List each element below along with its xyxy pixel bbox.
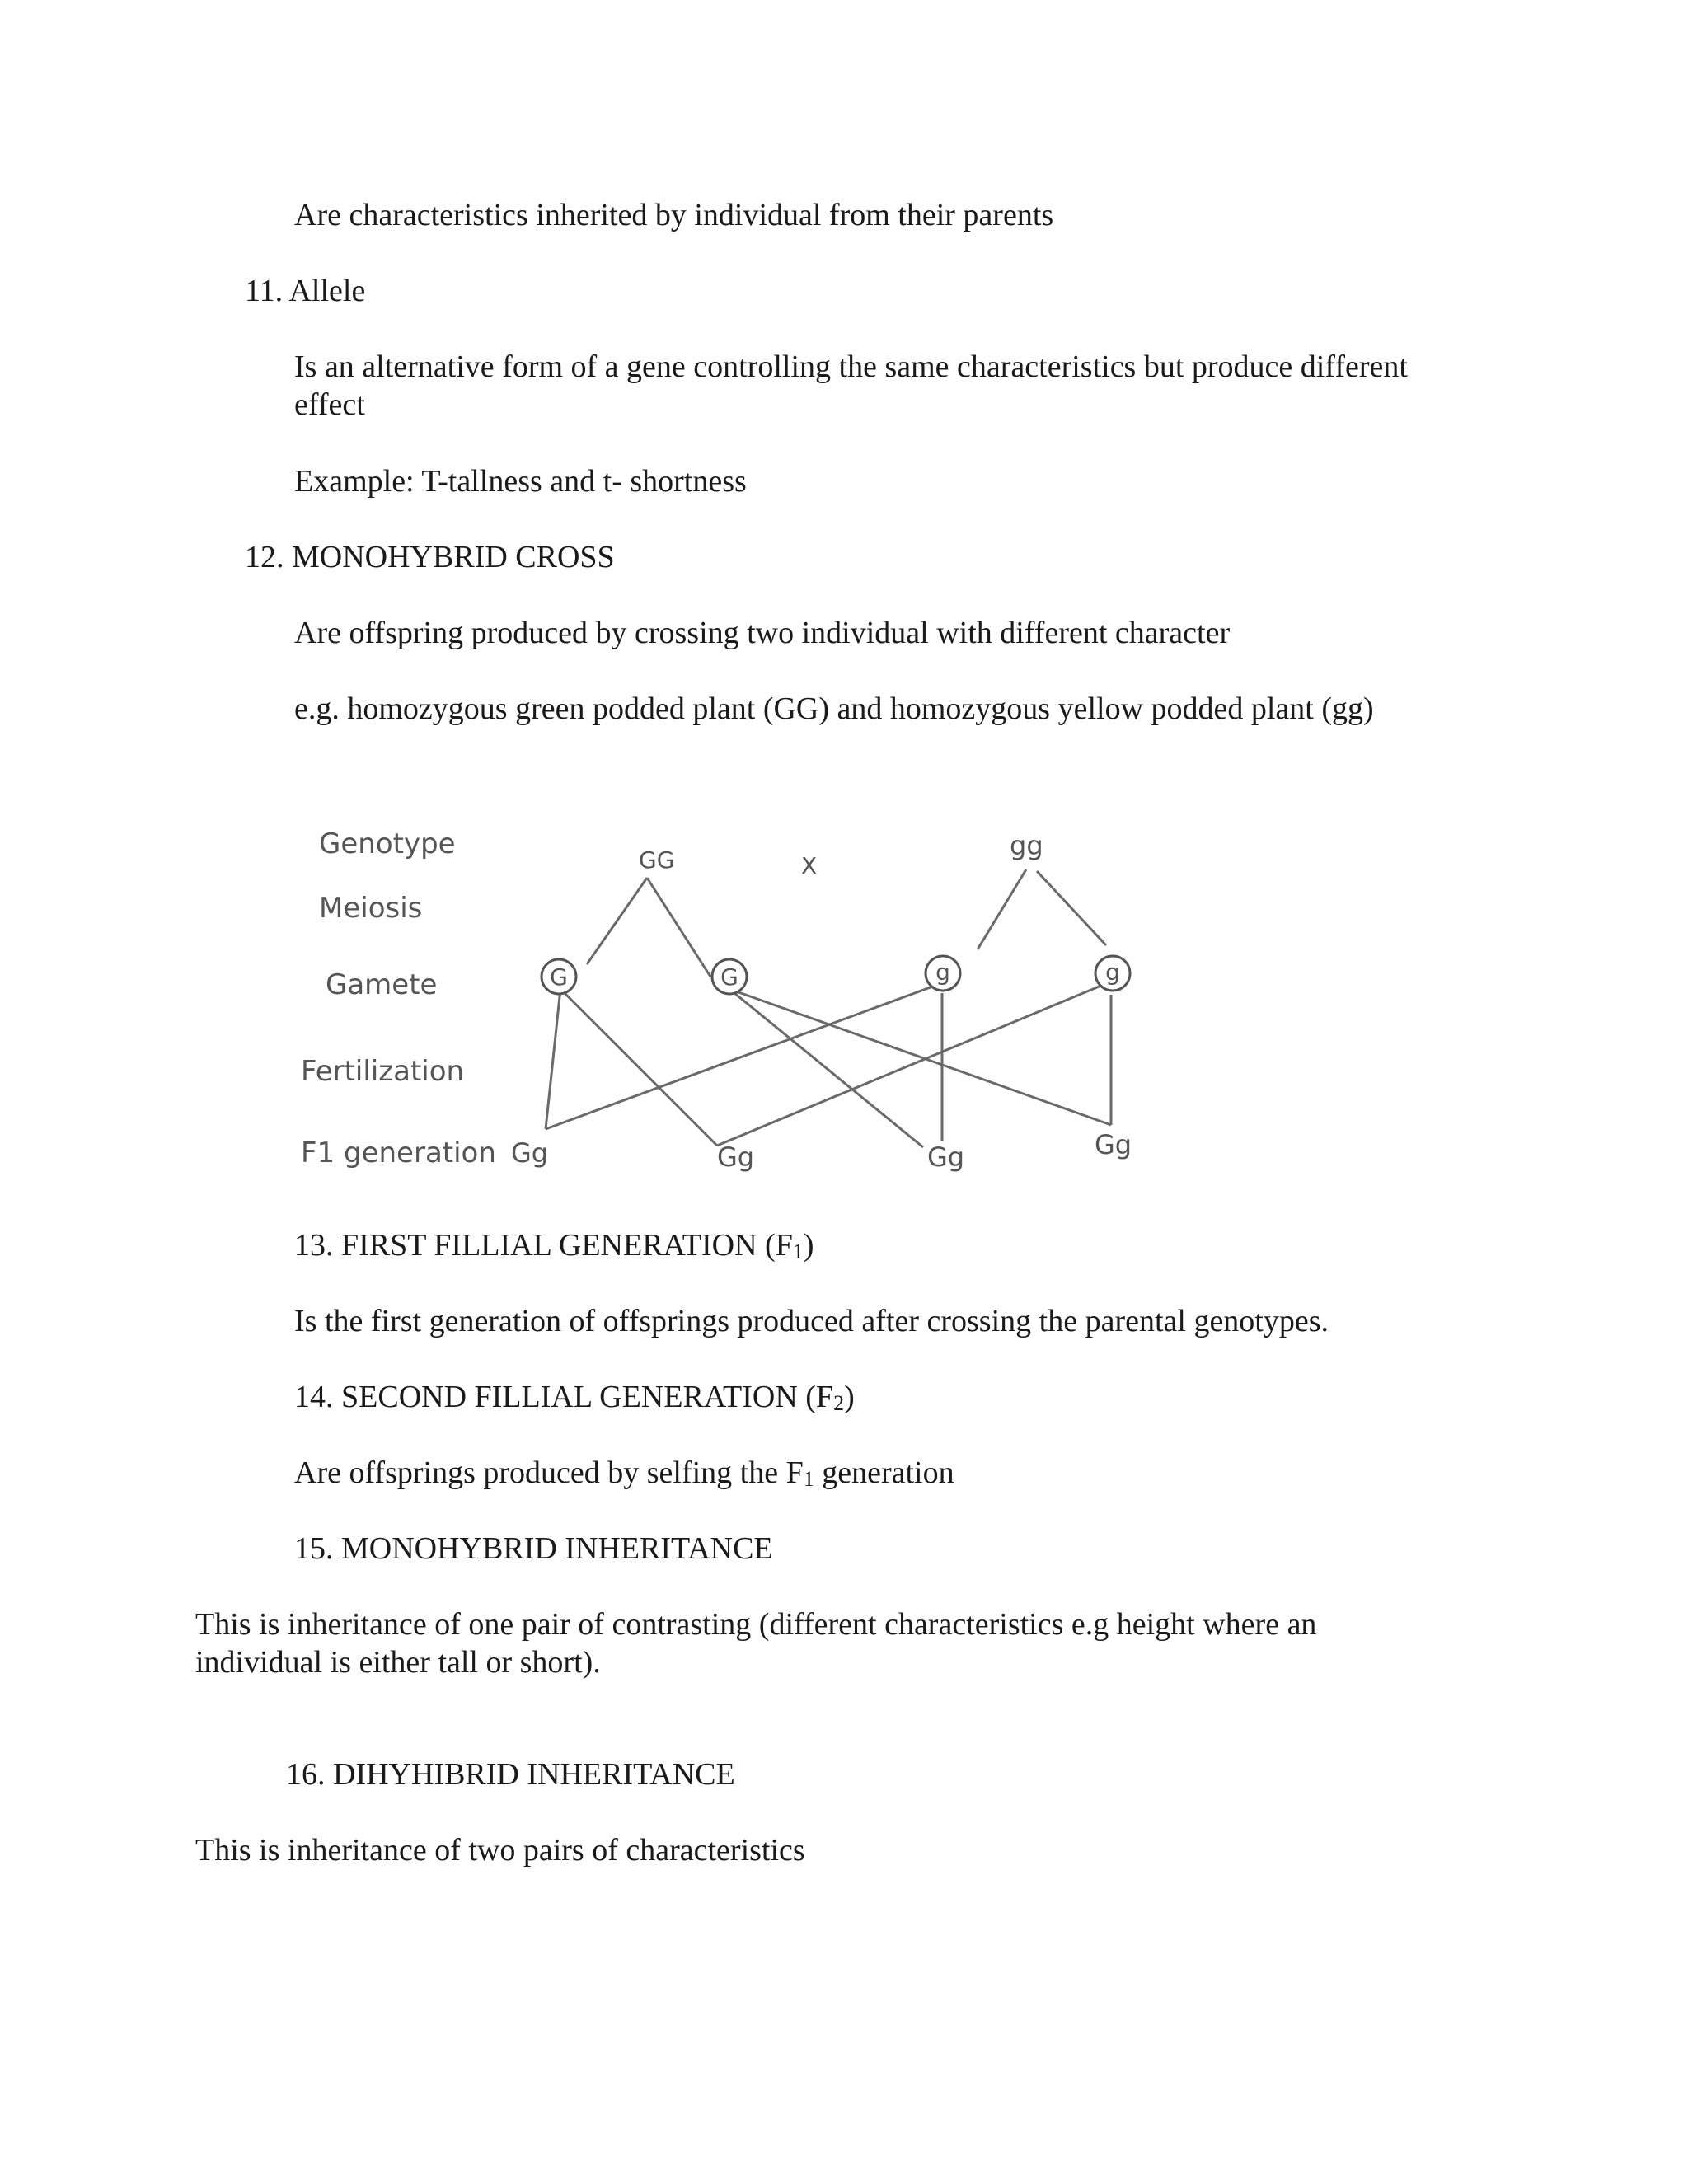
meiosis-line bbox=[647, 878, 710, 977]
cross-symbol: X bbox=[801, 852, 818, 879]
heading-second-filial-generation: 14. SECOND FILLIAL GENERATION $(F_2)$ bbox=[294, 1380, 855, 1415]
offspring-genotype: Gg bbox=[717, 1141, 755, 1173]
text-genes-definition: Are characteristics inherited by individual from their parents bbox=[294, 198, 1054, 232]
offspring-genotype: Gg bbox=[927, 1141, 965, 1173]
parent-genotype-2: gg bbox=[1010, 830, 1043, 861]
gamete-label: g bbox=[935, 958, 950, 986]
gamete-circle bbox=[542, 959, 576, 994]
gamete-circle bbox=[1095, 956, 1130, 991]
fertilization-line bbox=[560, 989, 717, 1146]
text-monohybrid-inheritance-definition: This is inheritance of one pair of contrasting (different characteristics e.g height where an individual is either tall or short). bbox=[195, 1607, 1317, 1680]
label-gamete: Gamete bbox=[326, 968, 438, 1001]
label-meiosis: Meiosis bbox=[319, 892, 423, 925]
text-dihybrid-inheritance-definition: This is inheritance of two pairs of characteristics bbox=[195, 1833, 805, 1868]
meiosis-line bbox=[587, 878, 647, 964]
label-f1-generation: F1 generation bbox=[301, 1137, 496, 1169]
fertilization-line bbox=[546, 982, 944, 1129]
fertilization-line bbox=[546, 989, 560, 1129]
fertilization-line bbox=[717, 983, 1107, 1146]
heading-first-filial-generation: 13. FIRST FILLIAL GENERATION $(F_1)$ bbox=[294, 1228, 814, 1263]
parent-genotype-1: GG bbox=[639, 846, 675, 874]
offspring-genotype: Gg bbox=[1095, 1129, 1132, 1160]
meiosis-line bbox=[1037, 871, 1106, 945]
meiosis-line bbox=[978, 869, 1026, 949]
monohybrid-cross-diagram bbox=[280, 812, 1187, 1191]
label-genotype: Genotype bbox=[319, 827, 456, 860]
gamete-circle bbox=[926, 956, 960, 991]
heading-dihybrid-inheritance: 16. DIHYHIBRID INHERITANCE bbox=[286, 1757, 735, 1792]
fertilization-line bbox=[729, 989, 1111, 1125]
text-second-filial-definition: Are offsprings produced by selfing the $F_1$ generation bbox=[294, 1455, 954, 1491]
gamete-label: g bbox=[1105, 958, 1120, 986]
text-allele-example: Example: T-tallness and t- shortness bbox=[294, 464, 747, 499]
label-fertilization: Fertilization bbox=[301, 1055, 465, 1088]
offspring-genotype: Gg bbox=[511, 1137, 549, 1169]
text-monohybrid-cross-example: e.g. homozygous green podded plant (GG) and homozygous yellow podded plant (gg) bbox=[294, 691, 1374, 726]
heading-allele: 11. Allele bbox=[245, 274, 366, 308]
heading-monohybrid-cross: 12. MONOHYBRID CROSS bbox=[245, 540, 615, 574]
text-first-filial-definition: Is the first generation of offsprings produced after crossing the parental genotypes. bbox=[294, 1304, 1329, 1338]
heading-monohybrid-inheritance: 15. MONOHYBRID INHERITANCE bbox=[294, 1531, 773, 1566]
gamete-label: G bbox=[720, 963, 738, 991]
fertilization-line bbox=[729, 989, 923, 1147]
text-monohybrid-cross-definition: Are offspring produced by crossing two individual with different character bbox=[294, 616, 1231, 650]
gamete-label: G bbox=[550, 963, 568, 991]
gamete-circle bbox=[712, 959, 747, 994]
text-allele-definition: Is an alternative form of a gene controlling the same characteristics but produce different effect bbox=[294, 349, 1408, 422]
